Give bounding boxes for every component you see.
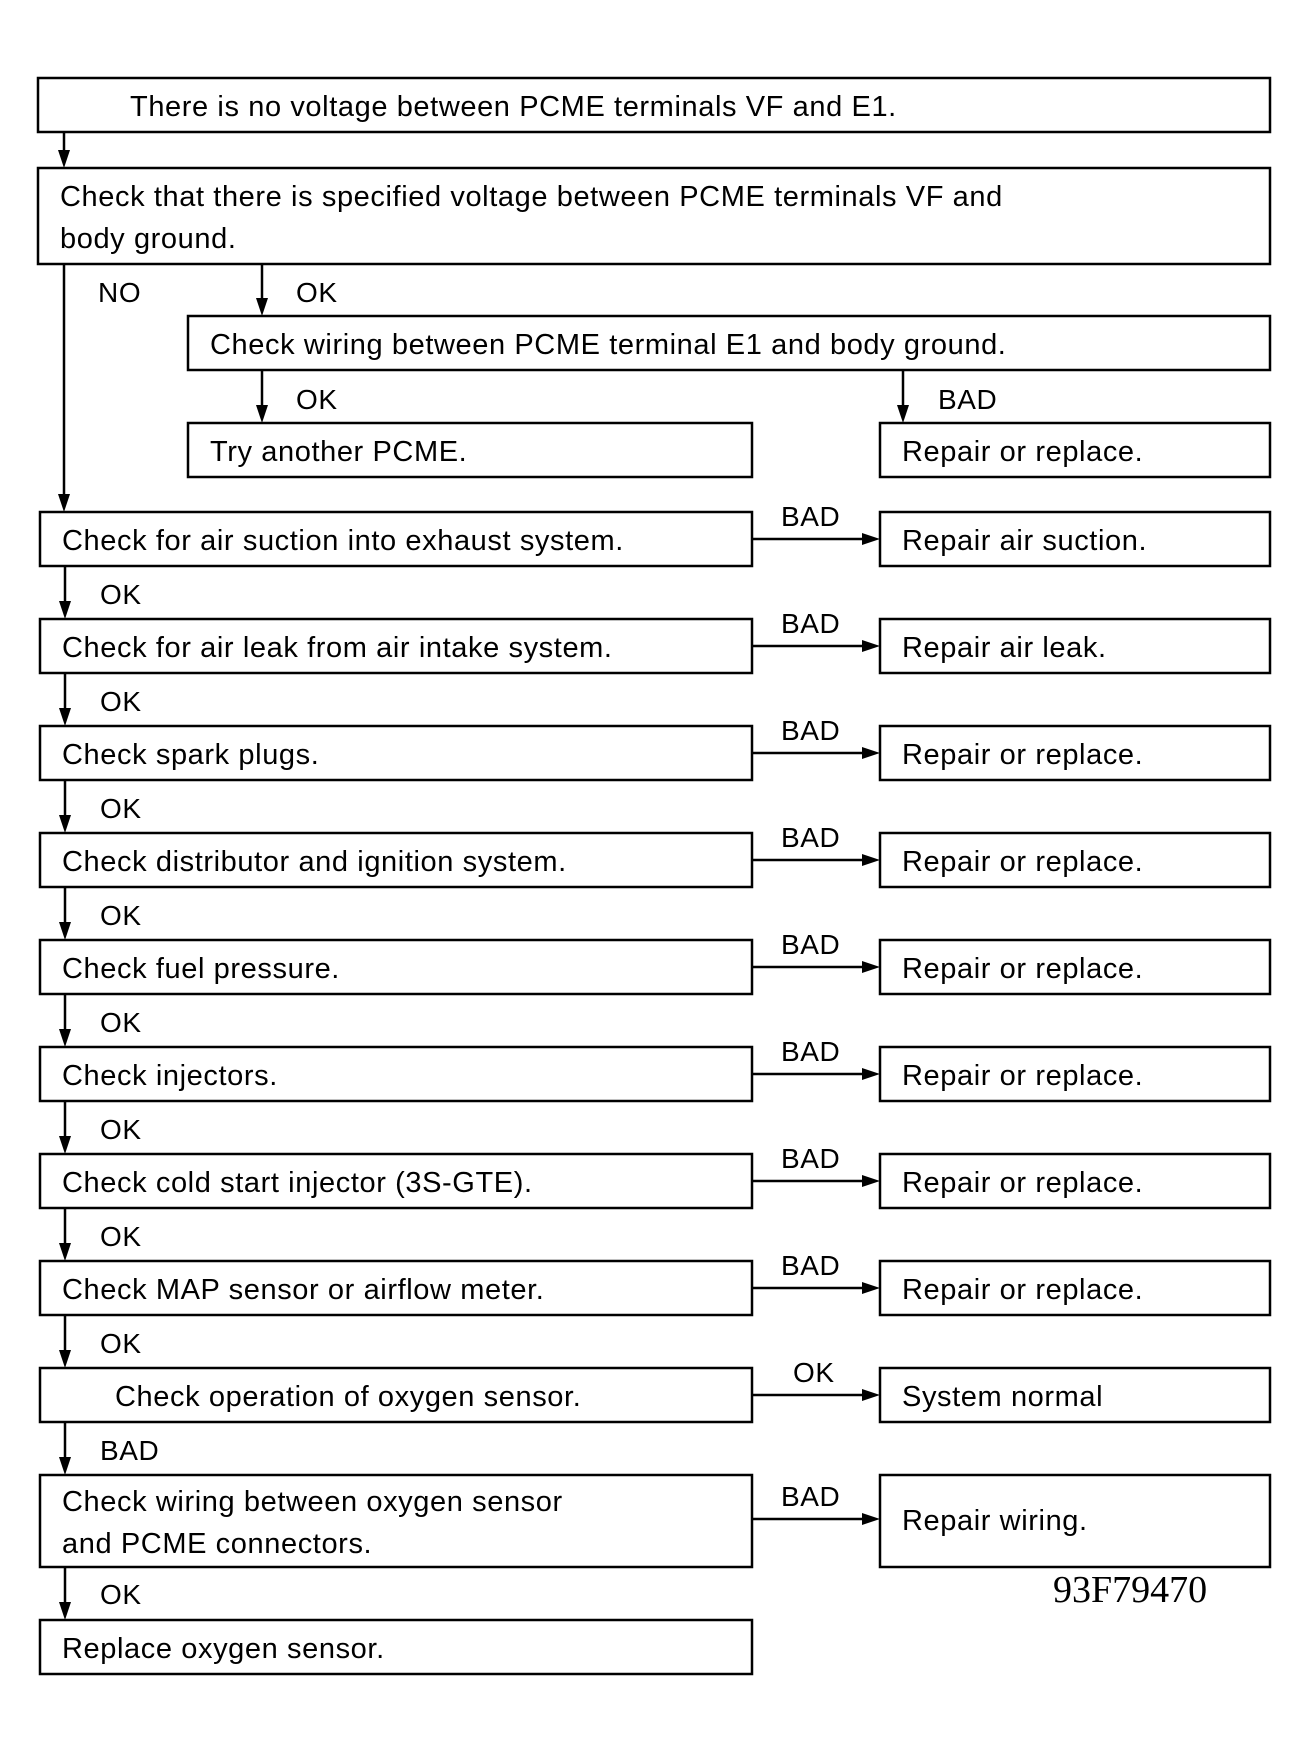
final-text: Replace oxygen sensor. <box>62 1633 385 1665</box>
next-label: BAD <box>100 1435 160 1466</box>
label-ok-e1: OK <box>296 384 338 415</box>
step-1 <box>40 501 1270 619</box>
next-label: OK <box>100 1007 142 1038</box>
step-4 <box>40 822 1270 940</box>
step-7 <box>40 1143 1270 1261</box>
arrow-head <box>862 1389 880 1401</box>
branch-label: BAD <box>781 1036 841 1067</box>
step-5 <box>40 929 1270 1047</box>
start-text: There is no voltage between PCME terminals VF and E1. <box>130 91 897 123</box>
wiring-check-text-line1: Check wiring between oxygen sensor <box>62 1486 563 1518</box>
branch-label: BAD <box>781 715 841 746</box>
arrow-head <box>59 815 71 833</box>
result-text: Repair or replace. <box>902 1274 1144 1306</box>
arrow-head <box>862 1175 880 1187</box>
check-text: Check injectors. <box>62 1060 278 1092</box>
branch-label: OK <box>793 1357 835 1388</box>
repair-e1-text: Repair or replace. <box>902 436 1144 468</box>
arrow-head <box>862 1513 880 1525</box>
arrow-head <box>59 1243 71 1261</box>
check-text: Check spark plugs. <box>62 739 320 771</box>
wiring-check-text-line2: and PCME connectors. <box>62 1528 373 1560</box>
arrow-head <box>862 640 880 652</box>
step-2 <box>40 608 1270 726</box>
arrow-head <box>59 1136 71 1154</box>
check-text: Check distributor and ignition system. <box>62 846 567 878</box>
arrow-head <box>862 854 880 866</box>
arrow-head <box>897 405 909 423</box>
check-text: Check MAP sensor or airflow meter. <box>62 1274 545 1306</box>
branch-label: BAD <box>781 608 841 639</box>
label-ok-vf: OK <box>296 277 338 308</box>
figure-code: 93F79470 <box>1053 1569 1208 1611</box>
arrow-head <box>59 1602 71 1620</box>
check-text: Check operation of oxygen sensor. <box>115 1381 582 1413</box>
next-label: OK <box>100 1221 142 1252</box>
arrow-head <box>862 533 880 545</box>
check-vf-text-line2: body ground. <box>60 223 237 255</box>
result-text: Repair air suction. <box>902 525 1148 557</box>
arrow-head <box>862 1068 880 1080</box>
next-label: OK <box>100 1114 142 1145</box>
arrow-head <box>59 601 71 619</box>
branch-label: BAD <box>781 1250 841 1281</box>
arrow-head <box>59 922 71 940</box>
check-text: Check for air suction into exhaust system. <box>62 525 624 557</box>
result-text: Repair air leak. <box>902 632 1107 664</box>
arrow-head <box>862 747 880 759</box>
arrow-head <box>59 1029 71 1047</box>
arrow-head <box>59 1457 71 1475</box>
arrow-head <box>59 1350 71 1368</box>
next-label: OK <box>100 686 142 717</box>
result-text: Repair or replace. <box>902 1167 1144 1199</box>
result-text: System normal <box>902 1381 1104 1413</box>
result-text: Repair or replace. <box>902 846 1144 878</box>
branch-label: BAD <box>781 929 841 960</box>
step-9 <box>40 1357 1270 1475</box>
next-label: OK <box>100 579 142 610</box>
wiring-branch-label: BAD <box>781 1481 841 1512</box>
branch-label: BAD <box>781 822 841 853</box>
arrow-head <box>58 494 70 512</box>
result-text: Repair or replace. <box>902 953 1144 985</box>
arrow-head <box>862 961 880 973</box>
check-text: Check fuel pressure. <box>62 953 340 985</box>
result-text: Repair or replace. <box>902 739 1144 771</box>
label-no: NO <box>98 277 142 308</box>
check-e1-text: Check wiring between PCME terminal E1 and body ground. <box>210 329 1007 361</box>
step-6 <box>40 1036 1270 1154</box>
try-pcme-text: Try another PCME. <box>210 436 468 468</box>
next-label: OK <box>100 793 142 824</box>
arrow-head <box>59 708 71 726</box>
check-text: Check for air leak from air intake system. <box>62 632 613 664</box>
repair-wiring-text: Repair wiring. <box>902 1505 1088 1537</box>
arrow-head <box>256 298 268 316</box>
next-label: OK <box>100 1328 142 1359</box>
check-text: Check cold start injector (3S-GTE). <box>62 1167 533 1199</box>
result-text: Repair or replace. <box>902 1060 1144 1092</box>
arrow-head <box>862 1282 880 1294</box>
arrow-head <box>256 405 268 423</box>
step-3 <box>40 715 1270 833</box>
branch-label: BAD <box>781 501 841 532</box>
step-8 <box>40 1250 1270 1368</box>
label-bad-e1: BAD <box>938 384 998 415</box>
branch-label: BAD <box>781 1143 841 1174</box>
arrow-head <box>58 150 70 168</box>
next-label: OK <box>100 900 142 931</box>
check-vf-text-line1: Check that there is specified voltage between PCME terminals VF and <box>60 181 1003 213</box>
wiring-next-label: OK <box>100 1579 142 1610</box>
